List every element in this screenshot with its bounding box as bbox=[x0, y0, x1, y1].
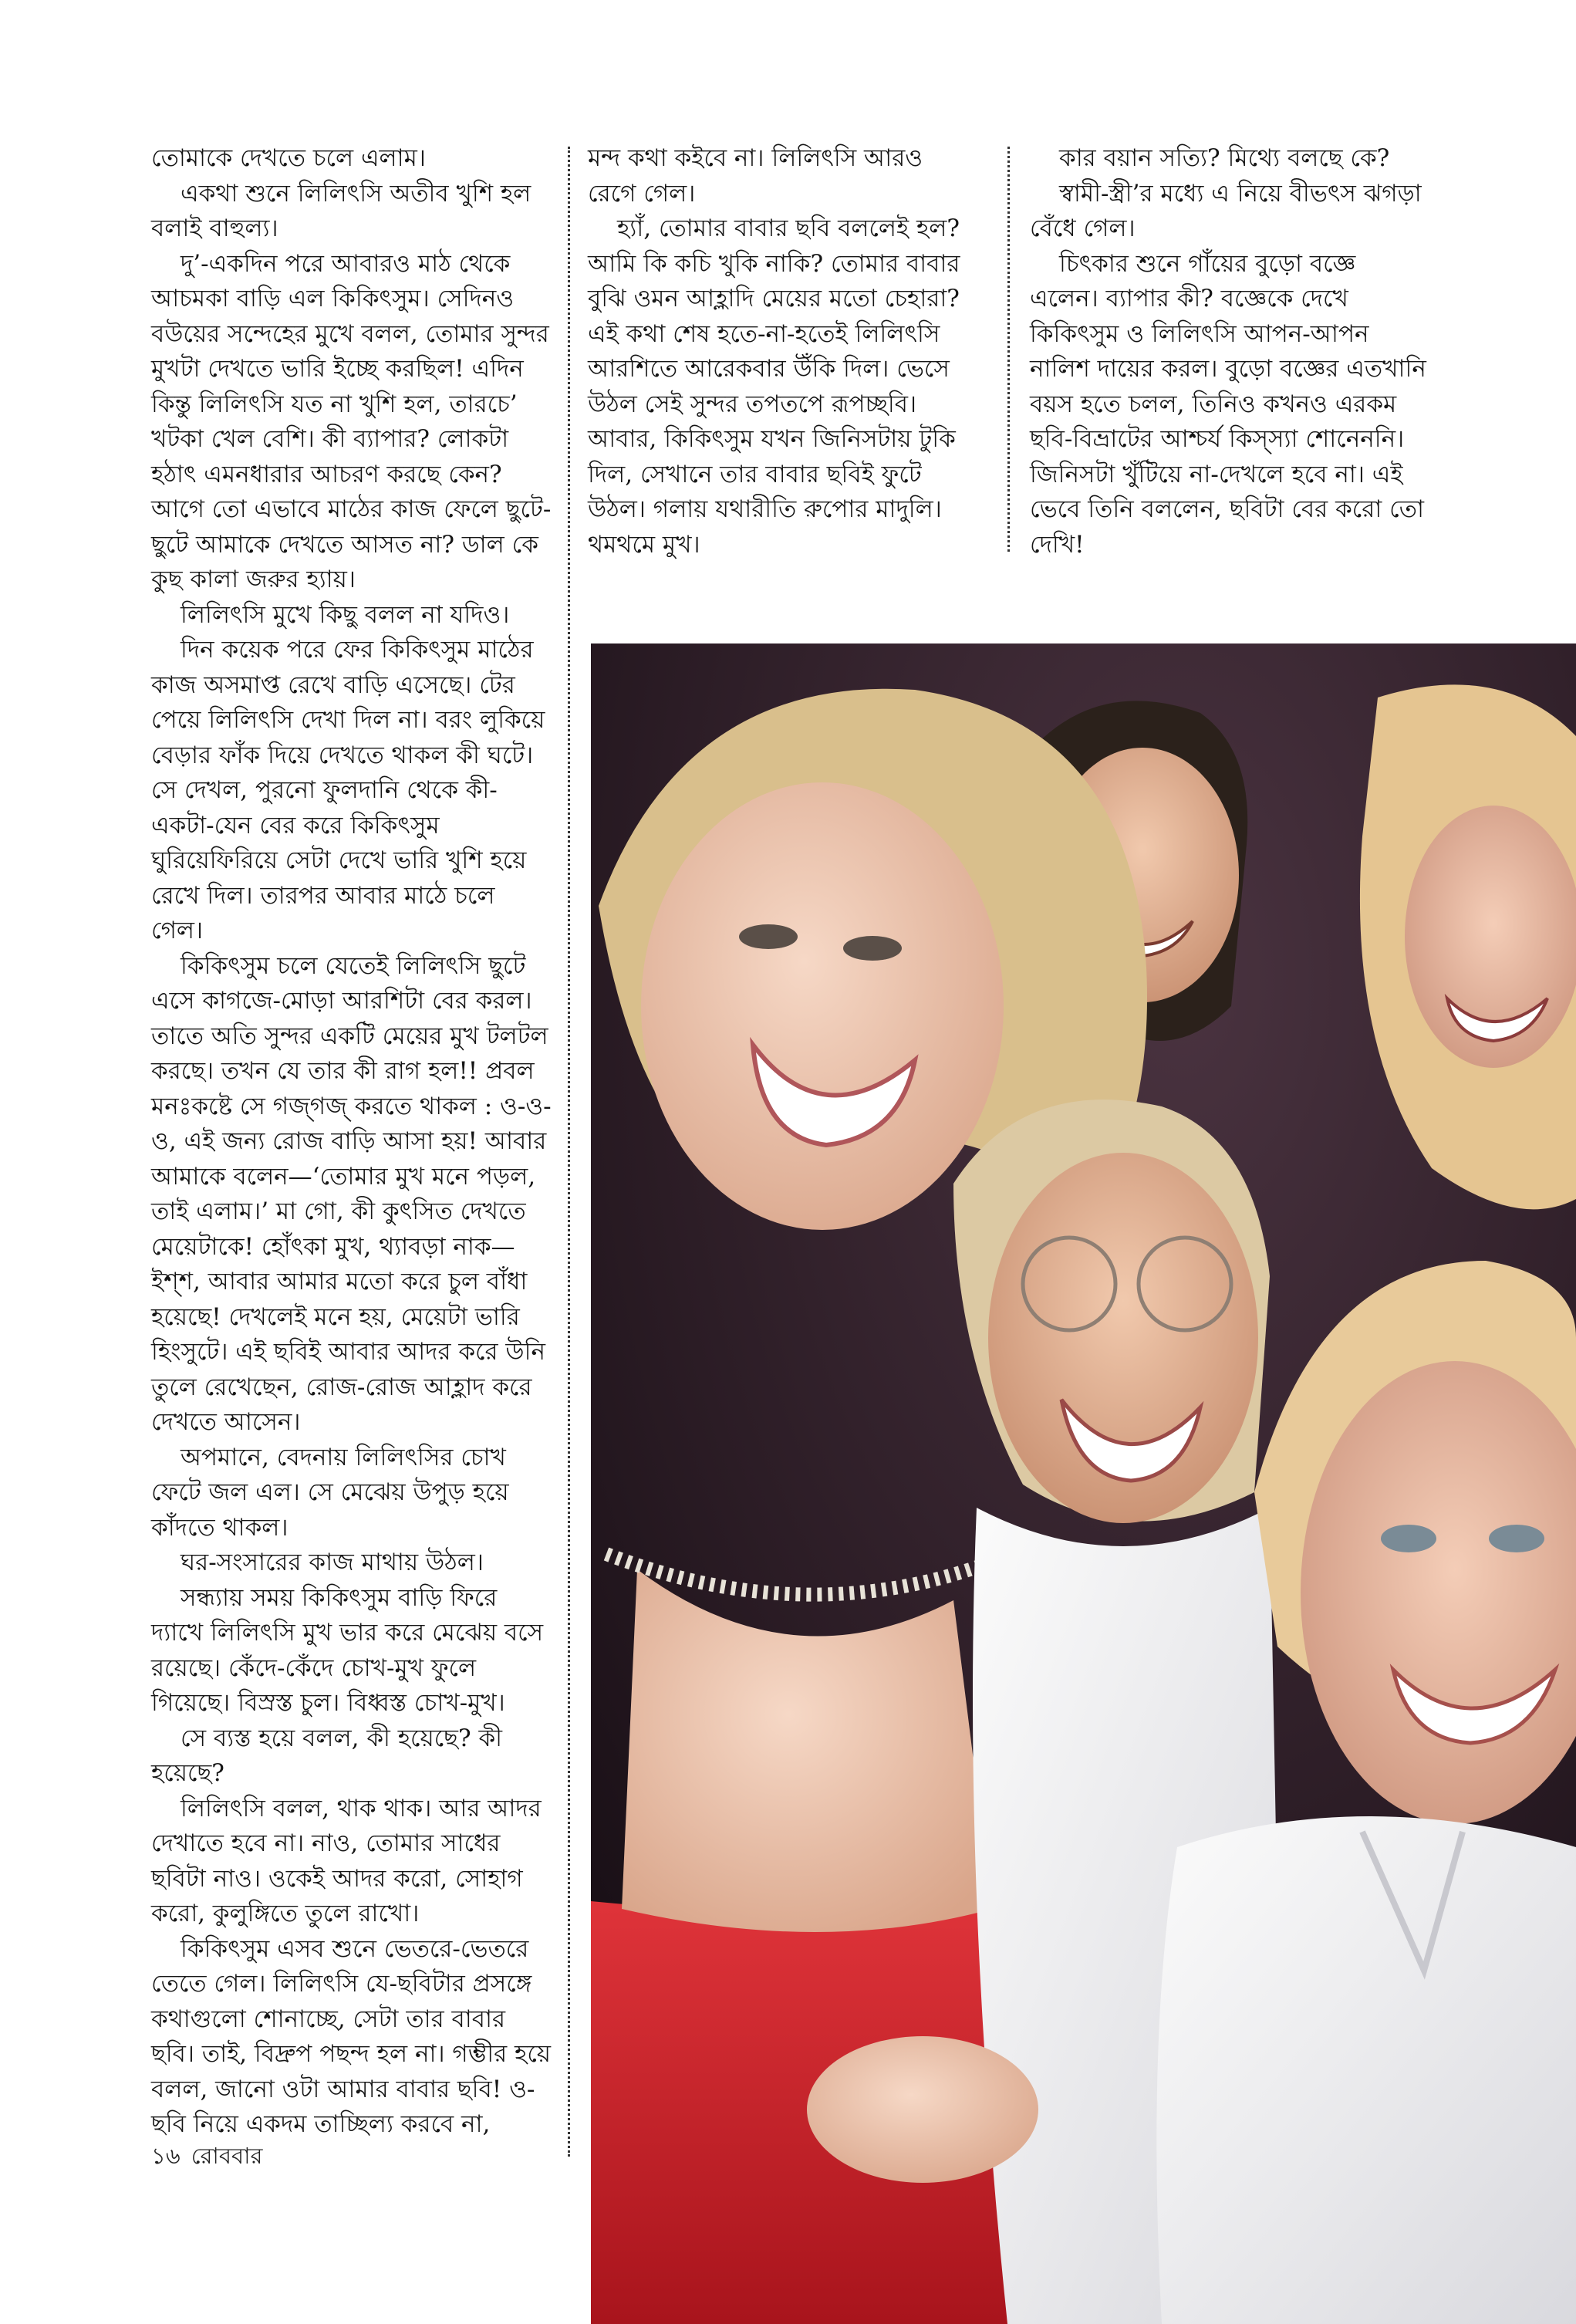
paragraph: মন্দ কথা কইবে না। লিলিৎসি আরও রেগে গেল। bbox=[588, 144, 923, 208]
column-divider bbox=[568, 147, 570, 2157]
group-selfie-photo bbox=[591, 643, 1576, 2324]
paragraph: ঘর-সংসারের কাজ মাথায় উঠল। bbox=[181, 1549, 484, 1576]
column-divider bbox=[1007, 147, 1010, 552]
text-column-1 bbox=[151, 141, 552, 2143]
page-number: ১৬ bbox=[151, 2143, 181, 2169]
paragraph: সন্ধ্যায় সময় কিকিৎসুম বাড়ি ফিরে দ্যাখে লিলিৎসি মুখ ভার করে মেঝেয় বসে রয়েছে। কেঁদে-কেঁদে চোখ-মুখ ফুলে গিয়েছে। বিস্রস্ত চুল। বিধ্বস্ত চোখ-মুখ। bbox=[151, 1583, 544, 1717]
paragraph: স্বামী-স্ত্রী’র মধ্যে এ নিয়ে বীভৎস ঝগড়া বেঁধে গেল। bbox=[1030, 179, 1422, 242]
paragraph: লিলিৎসি বলল, থাক থাক। আর আদর দেখাতে হবে না। নাও, তোমার সাধের ছবিটা নাও। ওকেই আদর করো, সোহাগ করো, কুলুঙ্গিতে তুলে রাখো। bbox=[151, 1794, 542, 1927]
paragraph: লিলিৎসি মুখে কিছু বলল না যদিও। bbox=[181, 600, 510, 629]
paragraph: হ্যাঁ, তোমার বাবার ছবি বললেই হল? আমি কি কচি খুকি নাকি? তোমার বাবার বুঝি ওমন আহ্লাদি মেয়ের মতো চেহারা? এই কথা শেষ হতে-না-হতেই লিলিৎসি আরশিতে আরেকবার উঁকি দিল। ভেসে উঠল সেই সুন্দর তপতপে রূপচ্ছবি। আবার, কিকিৎসুম যখন জিনিসটায় টুকি দিল, সেখানে তার বাবার ছবিই ফুটে উঠল। গলায় যথারীতি রুপোর মাদুলি। থমথমে মুখ। bbox=[588, 214, 960, 559]
paragraph: কিকিৎসুম এসব শুনে ভেতরে-ভেতরে তেতে গেল। লিলিৎসি যে-ছবিটার প্রসঙ্গে কথাগুলো শোনাচ্ছে, সেটা তার বাবার ছবি। তাই, বিদ্রুপ পছন্দ হল না। গম্ভীর হয়ে বলল, জানো ওটা আমার বাবার ছবি! ও-ছবি নিয়ে একদম তাচ্ছিল্য করবে না, bbox=[151, 1934, 552, 2138]
text-column-3 bbox=[1030, 141, 1431, 562]
page-footer bbox=[151, 2139, 273, 2177]
paragraph: একথা শুনে লিলিৎসি অতীব খুশি হল বলাই বাহুল্য। bbox=[151, 179, 532, 242]
paragraph: অপমানে, বেদনায় লিলিৎসির চোখ ফেটে জল এল। সে মেঝেয় উপুড় হয়ে কাঁদতে থাকল। bbox=[151, 1443, 509, 1542]
paragraph: সে ব্যস্ত হয়ে বলল, কী হয়েছে? কী হয়েছে? bbox=[151, 1724, 503, 1787]
paragraph: চিৎকার শুনে গাঁয়ের বুড়ো বজ্ঞে এলেন। ব্যাপার কী? বজ্ঞেকে দেখে কিকিৎসুম ও লিলিৎসি আপন-আপন নালিশ দায়ের করল। বুড়ো বজ্ঞের এতখানি বয়স হতে চলল, তিনিও কখনও এরকম ছবি-বিভ্রাটের আশ্চর্য কিস্‌স্যা শোনেননি। জিনিসটা খুঁটিয়ে না-দেখলে হবে না। এই ভেবে তিনি বললেন, ছবিটা বের করো তো দেখি! bbox=[1030, 249, 1426, 559]
paragraph: দু’-একদিন পরে আবারও মাঠ থেকে আচমকা বাড়ি এল কিকিৎসুম। সেদিনও বউয়ের সন্দেহের মুখে বলল, তোমার সুন্দর মুখটা দেখতে ভারি ইচ্ছে করছিল! এদিন কিন্তু লিলিৎসি যত না খুশি হল, তারচে’ খটকা খেল বেশি। কী ব্যাপার? লোকটা হঠাৎ এমনধারার আচরণ করছে কেন? আগে তো এভাবে মাঠের কাজ ফেলে ছুটে-ছুটে আমাকে দেখতে আসত না? ডাল কে কুছ কালা জরুর হ্যায়। bbox=[151, 249, 552, 593]
text-column-2 bbox=[588, 141, 966, 562]
paragraph: কার বয়ান সত্যি? মিথ্যে বলছে কে? bbox=[1059, 144, 1390, 172]
magazine-name: রোববার bbox=[191, 2143, 263, 2169]
paragraph: কিকিৎসুম চলে যেতেই লিলিৎসি ছুটে এসে কাগজে-মোড়া আরশিটা বের করল। তাতে অতি সুন্দর একটি মেয়ের মুখ টলটল করছে। তখন যে তার কী রাগ হল!! প্রবল মনঃকষ্টে সে গজ্‌গজ্‌ করতে থাকল : ও-ও-ও, এই জন্য রোজ বাড়ি আসা হয়! আবার আমাকে বলেন—‘তোমার মুখ মনে পড়ল, তাই এলাম।’ মা গো, কী কুৎসিত দেখতে মেয়েটাকে! হোঁৎকা মুখ, থ্যাবড়া নাক—ইশ্‌শ, আবার আমার মতো করে চুল বাঁধা হয়েছে! দেখলেই মনে হয়, মেয়েটা ভারি হিংসুটে। এই ছবিই আবার আদর করে উনি তুলে রেখেছেন, রোজ-রোজ আহ্লাদ করে দেখতে আসেন। bbox=[151, 951, 552, 1436]
paragraph: দিন কয়েক পরে ফের কিকিৎসুম মাঠের কাজ অসমাপ্ত রেখে বাড়ি এসেছে। টের পেয়ে লিলিৎসি দেখা দিল না। বরং লুকিয়ে বেড়ার ফাঁক দিয়ে দেখতে থাকল কী ঘটে। সে দেখল, পুরনো ফুলদানি থেকে কী-একটা-যেন বের করে কিকিৎসুম ঘুরিয়েফিরিয়ে সেটা দেখে ভারি খুশি হয়ে রেখে দিল। তারপর আবার মাঠে চলে গেল। bbox=[151, 636, 545, 944]
paragraph: তোমাকে দেখতে চলে এলাম। bbox=[151, 144, 426, 172]
